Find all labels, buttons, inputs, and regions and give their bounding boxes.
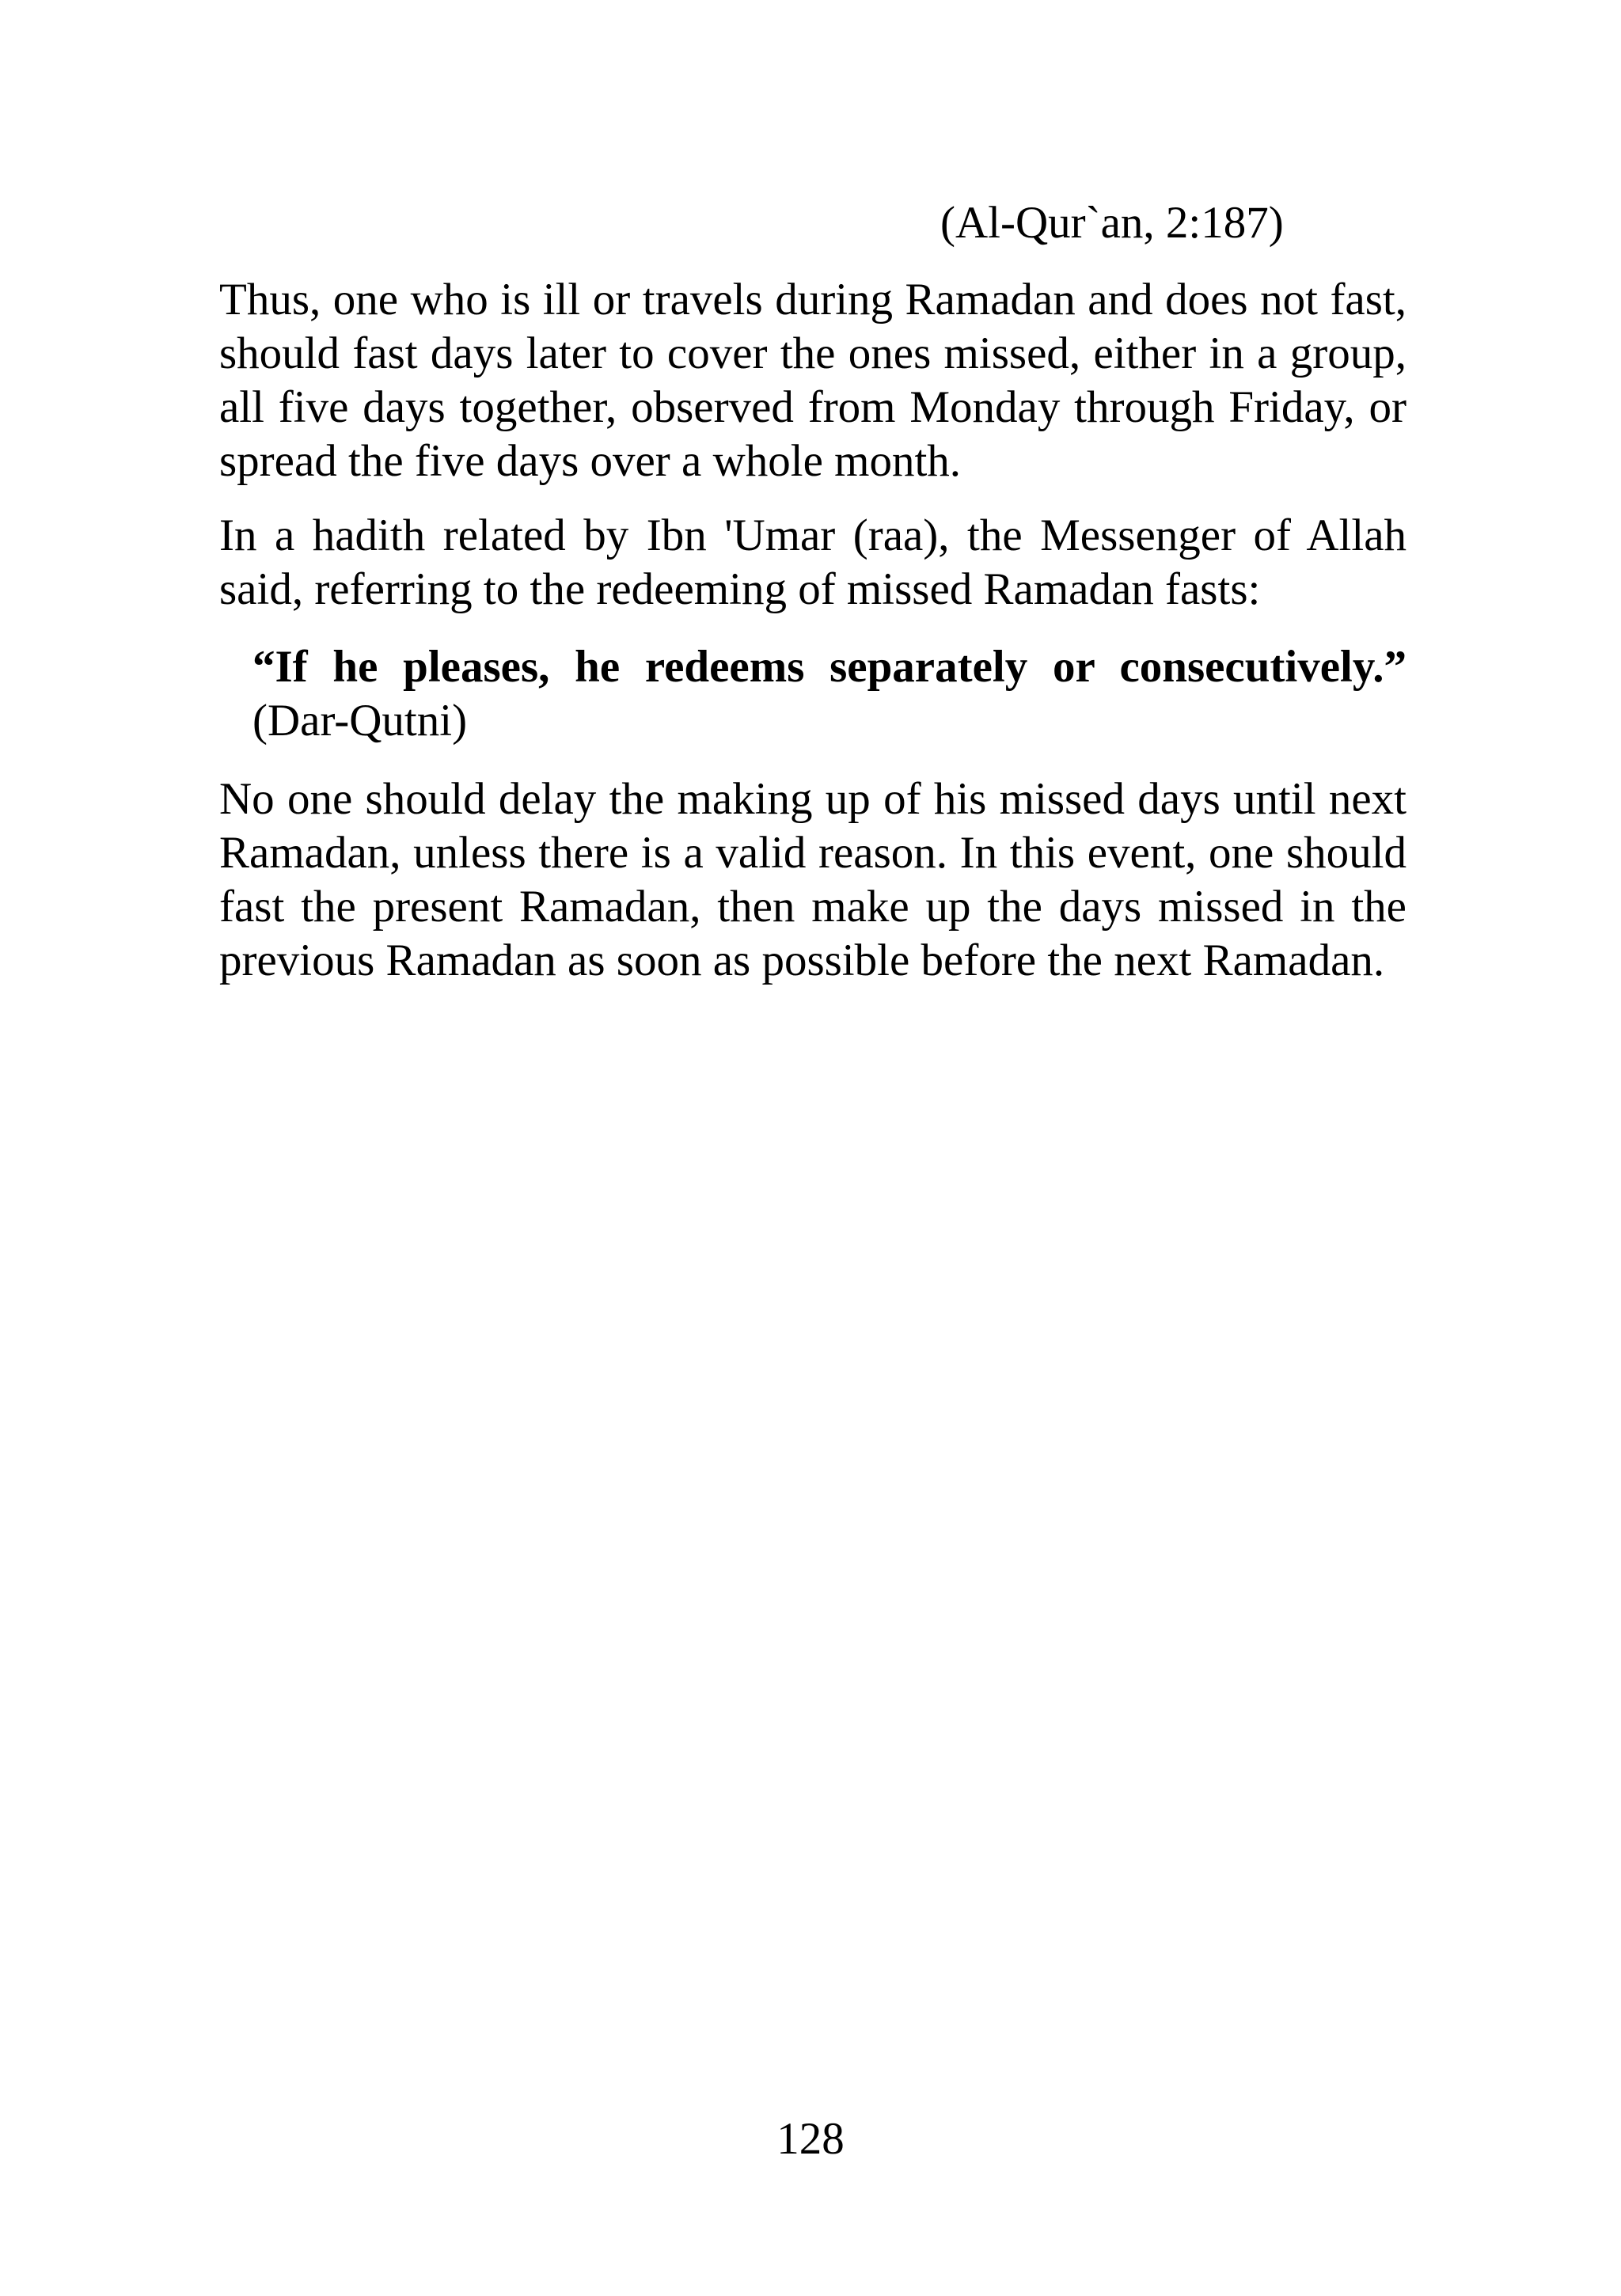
paragraph-hadith-intro: In a hadith related by Ibn 'Umar (raa), the Messenger of Allah said, referring to the redeeming of missed Ramadan fasts:: [219, 510, 1407, 614]
hadith-quote-source: (Dar-Qutni): [252, 696, 468, 746]
hadith-quote-text: “If he pleases, he redeems separately or consecutively.”: [252, 642, 1407, 692]
hadith-quote-block: [252, 640, 1407, 748]
page-number: 128: [776, 2114, 845, 2164]
paragraph-travel-illness: Thus, one who is ill or travels during Ramadan and does not fast, should fast days later to cover the ones missed, either in a group, all five days together, observed from Monday through Friday, or spread the five days over a whole month.: [219, 275, 1407, 486]
paragraph-delay-makeup: No one should delay the making up of his missed days until next Ramadan, unless there is a valid reason. In this event, one should fast the present Ramadan, then make up the days missed in the previous Ramadan as soon as possible before the next Ramadan.: [219, 774, 1407, 985]
quran-citation: (Al-Qur`an, 2:187): [940, 198, 1284, 248]
